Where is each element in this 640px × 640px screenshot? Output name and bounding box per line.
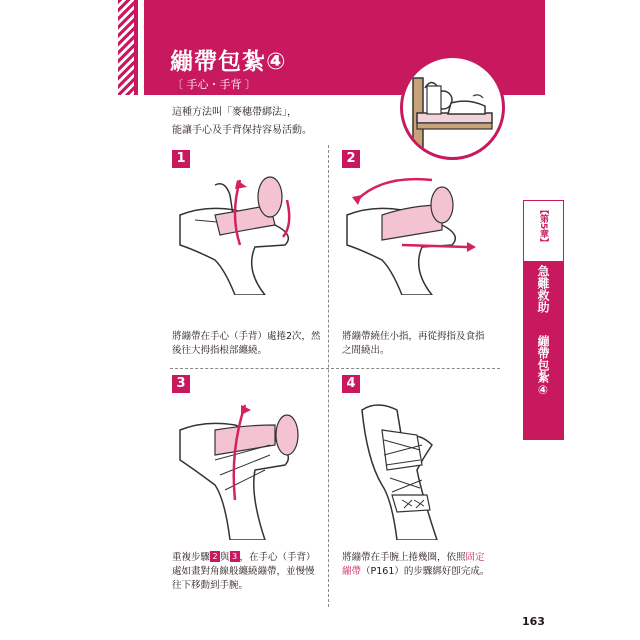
page-subtitle: 〔 手心・手背 〕 — [172, 78, 256, 91]
step-2-number: 2 — [342, 150, 360, 168]
page-title: 繃帶包紮④ — [170, 49, 287, 75]
chapter-label: 【第5章】 — [538, 205, 548, 248]
step-3-caption-mid: 與 — [220, 552, 230, 563]
intro-line-1: 這種方法叫「麥穗帶綁法」， — [172, 107, 297, 118]
step-2-illustration — [342, 175, 492, 295]
step-3-number: 3 — [172, 375, 190, 393]
step-ref-3: 3 — [230, 551, 240, 562]
step-3-caption — [172, 551, 322, 593]
step-3-caption-post: ，在手心（手背）處如畫對角線般纏繞繃帶，並慢慢往下移動到手腕。 — [172, 552, 316, 591]
intro-line-2: 能讓手心及手背保持容易活動。 — [172, 125, 312, 136]
section-label: 急難救助 — [536, 265, 550, 313]
step-ref-2: 2 — [210, 551, 220, 562]
page-number: 163 — [522, 615, 545, 628]
fixed-bandage-link[interactable]: 固定繃帶 — [342, 552, 485, 577]
topic-label: 繃帶包紮④ — [536, 335, 550, 397]
step-2-caption: 將繃帶繞住小指，再從拇指及食指之間繞出。 — [342, 331, 485, 356]
step-3-caption-pre: 重複步驟 — [172, 552, 211, 563]
step-4-caption — [342, 551, 492, 579]
rope-divider — [138, 0, 144, 95]
step-3-illustration — [175, 400, 325, 540]
rope-decoration — [118, 0, 134, 95]
grid-horizontal-divider — [170, 368, 500, 369]
step-4-number: 4 — [342, 375, 360, 393]
step-4-caption-post: （P161）的步驟綁好卽完成。 — [361, 566, 490, 577]
step-4-caption-pre: 將繃帶在手腕上捲幾圈，依照 — [342, 552, 466, 563]
bedridden-person-illustration — [400, 55, 505, 160]
step-1-illustration — [175, 175, 325, 295]
step-1-number: 1 — [172, 150, 190, 168]
step-4-illustration — [342, 400, 492, 540]
step-1-caption: 將繃帶在手心（手背）處捲2次，然後往大拇指根部纏繞。 — [172, 331, 321, 356]
grid-vertical-divider — [328, 145, 329, 607]
